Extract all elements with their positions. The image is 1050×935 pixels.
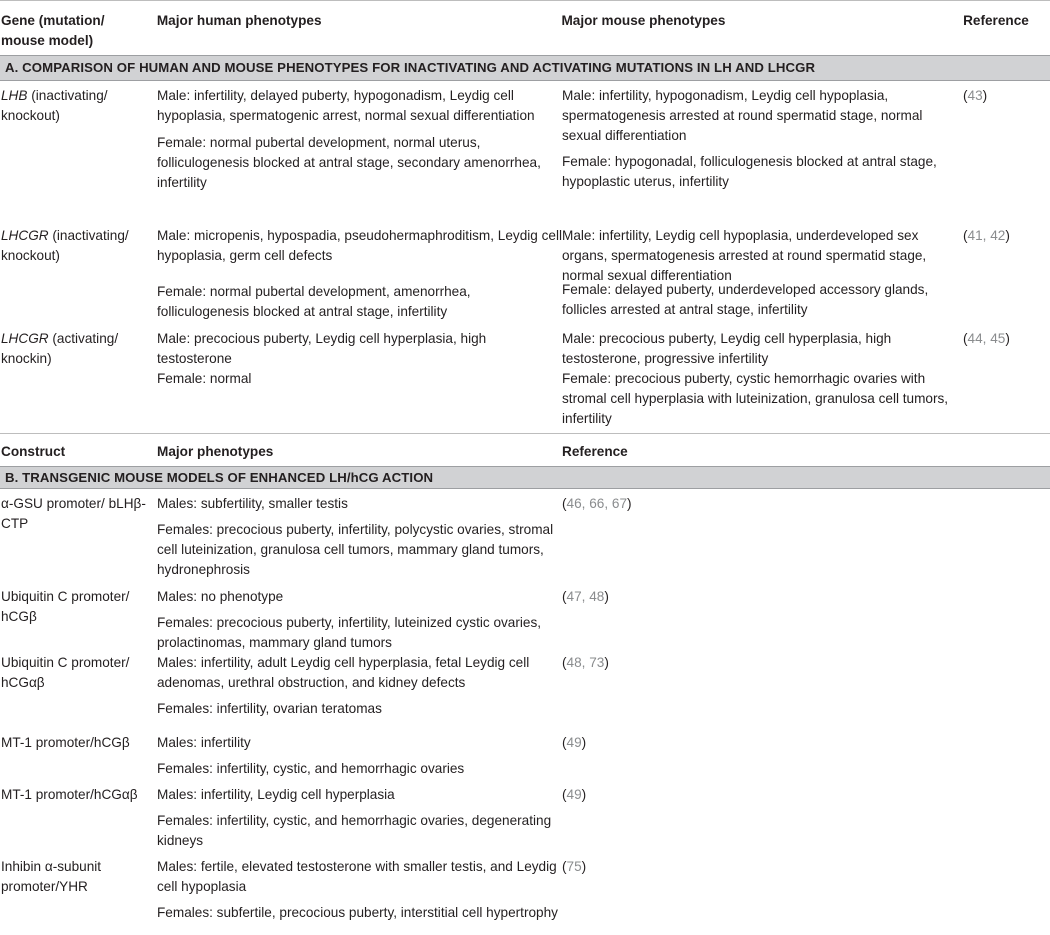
female-phenotype: Females: infertility, ovarian teratomas	[157, 701, 382, 716]
header-construct: Construct	[1, 444, 66, 459]
reference-cell: (44, 45)	[963, 331, 1010, 346]
section-b-title: B. TRANSGENIC MOUSE MODELS OF ENHANCED LH/hCG ACTION	[0, 466, 1050, 489]
female-phenotype: Females: precocious puberty, infertility, luteinized cystic ovaries, prolactinomas, mammary gland tumors	[157, 615, 542, 650]
human-male-phenotype: Male: micropenis, hypospadia, pseudohermaphroditism, Leydig cell hypoplasia, germ cell defects	[157, 228, 563, 263]
header-human-phenotypes: Major human phenotypes	[156, 13, 322, 28]
human-female-phenotype: Female: normal pubertal development, normal uterus, folliculogenesis blocked at antral stage, secondary amenorrhea, infertility	[157, 135, 541, 190]
mouse-phenotype-cell	[562, 324, 963, 433]
mouse-male-phenotype: Male: precocious puberty, Leydig cell hyperplasia, high testosterone, progressive infertility	[562, 331, 892, 366]
section-b-rows	[0, 489, 1050, 934]
header-gene: Gene (mutation/ mouse model)	[1, 13, 105, 48]
mouse-female-phenotype: Female: precocious puberty, cystic hemorrhagic ovaries with stromal cell hyperplasia with luteinization, granulosa cell tumors, infertility	[562, 371, 949, 426]
header-mouse-phenotypes: Major mouse phenotypes	[561, 13, 726, 28]
mouse-phenotype-cell	[562, 81, 963, 221]
table-row	[0, 221, 1050, 324]
human-phenotype-cell	[157, 324, 562, 433]
female-phenotype: Females: infertility, cystic, and hemorrhagic ovaries	[157, 761, 465, 776]
construct-cell: MT-1 promoter/hCGβ	[1, 735, 130, 750]
male-phenotype: Males: no phenotype	[157, 589, 284, 604]
female-phenotype: Females: precocious puberty, infertility, polycystic ovaries, stromal cell luteinization, granulosa cell tumors, mammary gland tumors, hydronephrosis	[157, 522, 554, 577]
gene-mutation: (inactivating/ knockout)	[1, 88, 108, 123]
reference-number[interactable]: 43	[967, 88, 983, 103]
reference-number[interactable]: 48, 73	[566, 655, 605, 670]
reference-cell: (41, 42)	[963, 228, 1010, 243]
gene-name: LHCGR	[1, 228, 49, 243]
phenotype-cell	[157, 648, 562, 728]
male-phenotype: Males: fertile, elevated testosterone with smaller testis, and Leydig cell hypoplasia	[157, 859, 557, 894]
mouse-phenotype-cell	[562, 221, 963, 324]
construct-cell: Inhibin α-subunit promoter/YHR	[1, 859, 102, 894]
male-phenotype: Males: infertility	[157, 735, 251, 750]
table-row	[0, 728, 1050, 780]
reference-number[interactable]: 46, 66, 67	[566, 496, 627, 511]
gene-cell	[0, 324, 157, 433]
construct-cell: Ubiquitin C promoter/ hCGαβ	[1, 655, 130, 690]
header-reference: Reference	[963, 13, 1029, 28]
gene-mutation: (activating/ knockin)	[1, 331, 119, 366]
phenotype-cell	[157, 728, 562, 780]
mouse-male-phenotype: Male: infertility, hypogonadism, Leydig cell hypoplasia, spermatogenesis arrested at round spermatid stage, normal sexual differentiation	[562, 88, 923, 143]
section-a-rows	[0, 81, 1050, 433]
section-a-title: A. COMPARISON OF HUMAN AND MOUSE PHENOTYPES FOR INACTIVATING AND ACTIVATING MUTATIONS IN LH AND LHCGR	[0, 55, 1050, 81]
reference-cell: (75)	[562, 859, 587, 874]
reference-cell: (48, 73)	[562, 655, 609, 670]
phenotype-cell	[157, 852, 562, 934]
human-female-phenotype: Female: normal	[157, 371, 252, 386]
gene-cell	[0, 221, 157, 324]
table-row	[0, 582, 1050, 648]
header-reference-b: Reference	[562, 444, 628, 459]
human-male-phenotype: Male: infertility, delayed puberty, hypogonadism, Leydig cell hypoplasia, spermatogenic arrest, normal sexual differentiation	[157, 88, 535, 123]
table-row	[0, 324, 1050, 433]
male-phenotype: Males: infertility, adult Leydig cell hyperplasia, fetal Leydig cell adenomas, urethral obstruction, and kidney defects	[157, 655, 530, 690]
phenotype-cell	[157, 489, 562, 582]
male-phenotype: Males: subfertility, smaller testis	[157, 496, 348, 511]
human-male-phenotype: Male: precocious puberty, Leydig cell hyperplasia, high testosterone	[157, 331, 487, 366]
phenotype-cell	[157, 582, 562, 648]
male-phenotype: Males: infertility, Leydig cell hyperplasia	[157, 787, 395, 802]
gene-mutation: (inactivating/ knockout)	[1, 228, 129, 263]
reference-cell: (43)	[963, 88, 988, 103]
table-row	[0, 852, 1050, 934]
human-phenotype-cell	[157, 221, 562, 324]
table-row	[0, 648, 1050, 728]
mouse-female-phenotype: Female: hypogonadal, folliculogenesis blocked at antral stage, hypoplastic uterus, infertility	[562, 154, 937, 189]
reference-cell: (49)	[562, 735, 587, 750]
reference-number[interactable]: 75	[566, 859, 582, 874]
table-row	[0, 81, 1050, 221]
construct-cell: Ubiquitin C promoter/ hCGβ	[1, 589, 130, 624]
table-header-a	[0, 0, 1050, 56]
reference-cell: (46, 66, 67)	[562, 496, 632, 511]
reference-number[interactable]: 49	[566, 787, 582, 802]
reference-number[interactable]: 47, 48	[566, 589, 605, 604]
header-major-phenotypes: Major phenotypes	[157, 444, 274, 459]
reference-cell: (49)	[562, 787, 587, 802]
human-phenotype-cell	[157, 81, 562, 221]
reference-number[interactable]: 41, 42	[967, 228, 1006, 243]
table-row	[0, 780, 1050, 852]
phenotype-cell	[157, 780, 562, 852]
gene-cell	[0, 81, 157, 221]
human-female-phenotype: Female: normal pubertal development, amenorrhea, folliculogenesis blocked at antral stage, infertility	[157, 284, 471, 319]
reference-cell: (47, 48)	[562, 589, 609, 604]
female-phenotype: Females: infertility, cystic, and hemorrhagic ovaries, degenerating kidneys	[157, 813, 552, 848]
mouse-male-phenotype: Male: infertility, Leydig cell hypoplasia, underdeveloped sex organs, spermatogenesis arrested at round spermatid stage, normal sexual differentiation	[562, 228, 927, 283]
reference-number[interactable]: 49	[566, 735, 582, 750]
gene-name: LHCGR	[1, 331, 49, 346]
gene-name: LHB	[1, 88, 28, 103]
mouse-female-phenotype: Female: delayed puberty, underdeveloped accessory glands, follicles arrested at antral stage, infertility	[562, 282, 929, 317]
construct-cell: MT-1 promoter/hCGαβ	[1, 787, 138, 802]
female-phenotype: Females: subfertile, precocious puberty, interstitial cell hypertrophy	[157, 905, 558, 920]
construct-cell: α-GSU promoter/ bLHβ-CTP	[1, 496, 146, 531]
table-row	[0, 489, 1050, 582]
reference-number[interactable]: 44, 45	[967, 331, 1006, 346]
table-header-b	[0, 433, 1050, 467]
